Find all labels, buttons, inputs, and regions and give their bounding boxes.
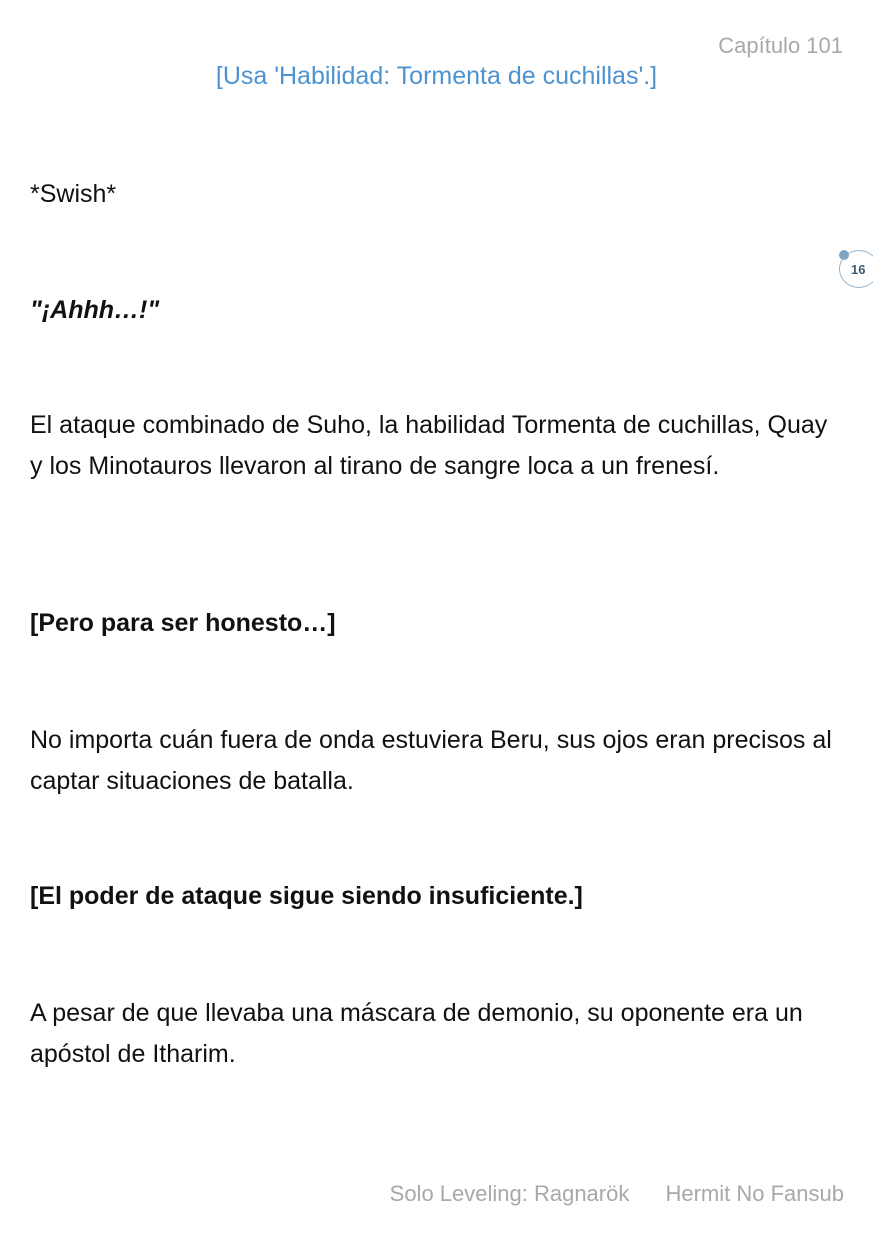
system-message: [Usa 'Habilidad: Tormenta de cuchillas'.] xyxy=(215,62,658,90)
paragraph-opponent: A pesar de que llevaba una máscara de demonio, su oponente era un apóstol de Itharim. xyxy=(30,999,803,1068)
paragraph-sound-effect: *Swish* xyxy=(30,180,117,208)
page-footer xyxy=(390,1181,844,1207)
paragraph-beru-eyes: No importa cuán fuera de onda estuviera Beru, sus ojos eran precisos al captar situaciones de batalla. xyxy=(30,726,832,795)
badge-dot-icon xyxy=(839,250,849,260)
paragraph-beru-thought-1: [Pero para ser honesto…] xyxy=(30,609,336,637)
footer-series-title: Solo Leveling: Ragnarök xyxy=(389,1181,630,1206)
paragraph-beru-thought-2: [El poder de ataque sigue siendo insuficiente.] xyxy=(30,882,583,910)
paragraph-scream: "¡Ahhh…!" xyxy=(30,296,160,324)
page-number: 16 xyxy=(851,262,866,277)
footer-group-name: Hermit No Fansub xyxy=(665,1181,844,1206)
page-number-badge[interactable] xyxy=(839,250,873,288)
paragraph-combined-attack: El ataque combinado de Suho, la habilidad Tormenta de cuchillas, Quay y los Minotauros llevaron al tirano de sangre loca a un frenesí. xyxy=(30,411,828,480)
chapter-label: Capítulo 101 xyxy=(718,33,843,58)
